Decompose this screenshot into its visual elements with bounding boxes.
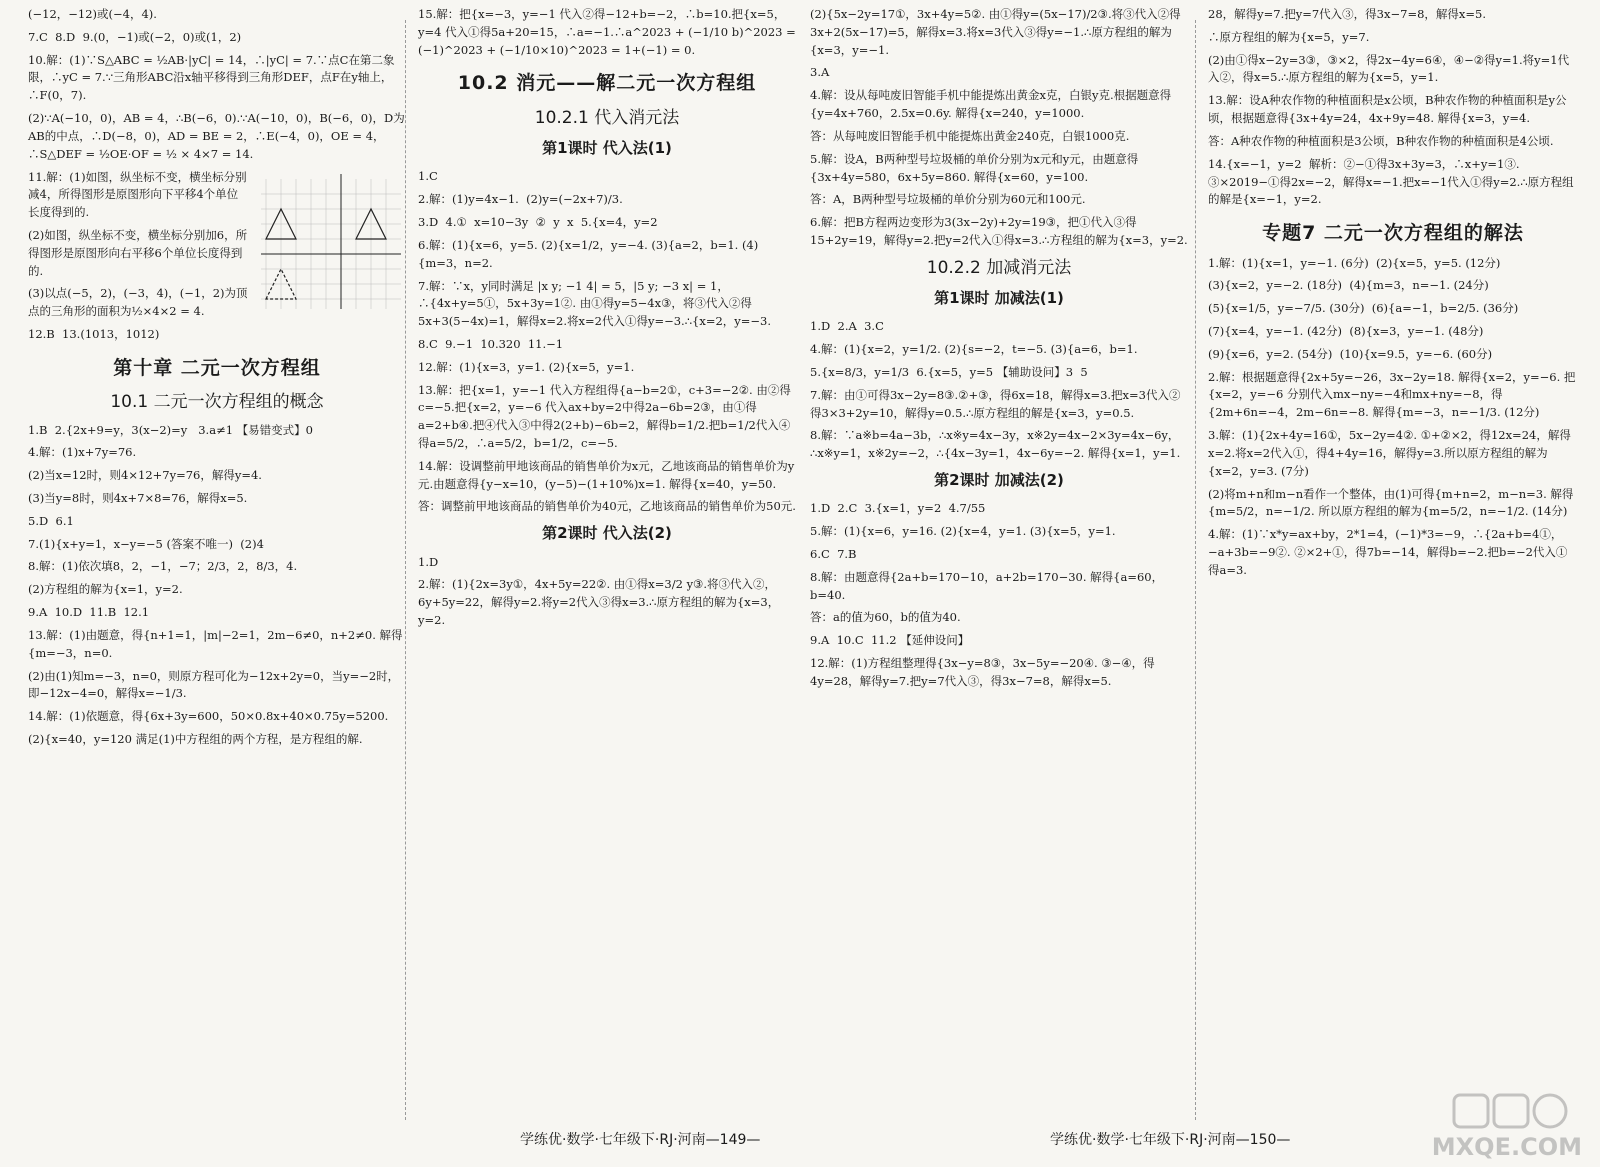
text-line: 7.解：由①可得3x−2y=8③.②+③，得6x=18，解得x=3.把x=3代入②得3×3+2y=10，解得y=0.5.∴原方程组的解是{x=3，y=0.5. [810, 387, 1181, 420]
text-line: 8.解：(1)依次填8，2，−1，−7；2/3，2，8/3，4. [28, 559, 298, 574]
subsection-title: 10.2.2 加减消元法 [926, 257, 1072, 278]
text-line: 8.C 9.−1 10.320 11.−1 [418, 336, 564, 351]
text-line: 答：A，B两种型号垃圾桶的单价分别为60元和100元. [810, 192, 1086, 207]
coordinate-grid-figure [256, 169, 406, 319]
text-line: 7.(1){x+y=1，x−y=−5 (答案不唯一) (2)4 [28, 536, 264, 551]
watermark-text: MXQE.COM [1431, 1133, 1582, 1161]
text-line: (3)当y=8时，则4x+7×8=76，解得x=5. [28, 491, 248, 506]
text-line: 12.B 13.(1013，1012) [28, 327, 160, 341]
column-divider [405, 20, 406, 1120]
text-line: (9){x=6，y=2. (54分) (10){x=9.5，y=−6. (60分) [1208, 346, 1493, 361]
text-line: 4.解：(1)x+7y=76. [28, 445, 137, 460]
text-line: 9.A 10.C 11.2 【延伸设问】 [810, 633, 970, 648]
column-1 [28, 6, 406, 1126]
watermark-logo-icon [1452, 1091, 1572, 1131]
column-4 [1208, 6, 1578, 1126]
text-line: ∴原方程组的解为{x=5，y=7. [1208, 29, 1370, 44]
page-footer: 学练优·数学·七年级下·RJ·河南—150— [1050, 1132, 1291, 1148]
subsection-title: 10.2.1 代入消元法 [534, 107, 680, 128]
right-page [800, 0, 1600, 1167]
text-line: 7.解：∵x，y同时满足 |x y; −1 4| = 5，|5 y; −3 x| = 1，∴{4x+y=5①，5x+3y=1②. 由①得y=5−4x③，将③代入②得5x+3(5−4x)=1，解得x=2.将x=2代入①得y=−3.∴{x=2，y=−3. [418, 278, 772, 329]
text-line: (2)将m+n和m−n看作一个整体，由(1)可得{m+n=2，m−n=3. 解得{m=5/2，n=−1/2. 所以原方程组的解为{m=5/2，n=−1/2. (14分) [1208, 486, 1574, 519]
text-line: 14.{x=−1，y=2 解析：②−①得3x+3y=3，∴x+y=1③. ③×2019−①得2x=−2，解得x=−1.把x=−1代入①得y=2.∴原方程组的解是{x=−1，y=2. [1208, 156, 1574, 207]
text-line: 9.A 10.D 11.B 12.1 [28, 605, 150, 620]
text-line: (3)以点(−5，2)，(−3，4)，(−1，2)为顶点的三角形的面积为½×4×2 = 4. [28, 286, 248, 319]
text-line: 10.解：(1)∵S△ABC = ½AB·|yC| = 14，∴|yC| = 7.∵点C在第二象限，∴yC = 7.∵三角形ABC沿x轴平移得到三角形DEF，点F在y轴上，∴F(0，7). [28, 52, 395, 103]
column-3 [810, 6, 1188, 1126]
text-line: 6.解：(1){x=6，y=5. (2){x=1/2，y=−4. (3){a=2，b=1. (4){m=3，n=2. [418, 237, 759, 270]
text-line: 12.解：(1){x=3，y=1. (2){x=5，y=1. [418, 359, 635, 374]
text-line: 12.解：(1)方程组整理得{3x−y=8③，3x−5y=−20④. ③−④，得4y=28，解得y=7.把y=7代入③，得3x−7=8，解得x=5. [810, 655, 1155, 688]
text-line: 1.D [418, 554, 439, 569]
text-line: (2){5x−2y=17①，3x+4y=5②. 由①得y=(5x−17)/2③.将③代入②得3x+2(5x−17)=5，解得x=3.将x=3代入③得y=−1.∴原方程组的解为{x=3，y=−1. [810, 7, 1181, 57]
text-line: 13.解：设A种农作物的种植面积是x公顷，B种农作物的种植面积是y公顷，根据题意得{3x+4y=24，4x+9y=48. 解得{x=3，y=4. [1208, 93, 1567, 126]
text-line: 7.C 8.D 9.(0，−1)或(−2，0)或(1，2) [28, 29, 242, 44]
text-line: (2)∵A(−10，0)，AB = 4，∴B(−6，0).∵A(−10，0)，B(−6，0)，D为AB的中点，∴D(−8，0)，AD = BE = 2，∴E(−4，0)，OE = 4，∴S△DEF = ½OE·OF = ½ × 4×7 = 14. [28, 111, 405, 161]
text-line: 8.解：∵a※b=4a−3b，∴x※y=4x−3y，x※2y=4x−2×3y=4x−6y，∴x※y=1，x※2y=−2，∴{4x−3y=1，4x−6y=−2. 解得{x=1，y=1. [810, 428, 1181, 461]
text-line: 13.解：(1)由题意，得{n+1=1，|m|−2=1，2m−6≠0，n+2≠0. 解得{m=−3，n=0. [28, 627, 403, 660]
text-line: 1.解：(1){x=1，y=−1. (6分) (2){x=5，y=5. (12分) [1208, 255, 1501, 270]
text-line: 14.解：(1)依题意，得{6x+3y=600，50×0.8x+40×0.75y=5200. [28, 709, 389, 724]
text-line: 答：A种农作物的种植面积是3公顷，B种农作物的种植面积是4公顷. [1208, 133, 1554, 148]
text-line: 3.A [810, 65, 830, 80]
text-line: 5.D 6.1 [28, 513, 74, 528]
text-line: 答：调整前甲地该商品的销售单价为40元，乙地该商品的销售单价为50元. [418, 499, 796, 514]
text-line: 28，解得y=7.把y=7代入③，得3x−7=8，解得x=5. [1208, 7, 1486, 21]
text-line: 1.C [418, 169, 438, 184]
column-2 [418, 6, 800, 1126]
lesson-title: 第2课时 代入法(2) [542, 524, 672, 543]
text-line: 1.D 2.A 3.C [810, 319, 884, 334]
text-line: 15.解：把{x=−3，y=−1 代入②得−12+b=−2，∴b=10.把{x=5，y=4 代入①得5a+20=15，∴a=−1.∴a^2023 + (−1/10 b)^2023 = (−1)^2023 + (−1/10×10)^2023 = 1+(−1) = 0. [418, 7, 800, 57]
text-line: (2)由①得x−2y=3③，③×2，得2x−4y=6④，④−②得y=1.将y=1代入②，得x=5.∴原方程组的解为{x=5，y=1. [1208, 52, 1570, 85]
text-line: 2.解：根据题意得{2x+5y=−26，3x−2y=18. 解得{x=2，y=−6. 把{x=2，y=−6 分别代入mx−ny=−4和mx+ny=−8，得{2m+6n=−4，2m−6n=−8. 解得{m=−3，n=−1/3. (12分) [1208, 369, 1576, 420]
text-line: 5.解：设A，B两种型号垃圾桶的单价分别为x元和y元，由题意得{3x+4y=580，6x+5y=860. 解得{x=60，y=100. [810, 151, 1139, 184]
text-line: 13.解：把{x=1，y=−1 代入方程组得{a−b=2①，c+3=−2②. 由②得c=−5.把{x=2，y=−6 代入ax+by=2中得2a−6b=2③，由①得a=2+b④.把④代入③中得2(2+b)−6b=2，解得b=1/2.把b=1/2代入④得a=5/2，∴a=5/2，b=1/2，c=−5. [418, 382, 791, 451]
text-line: (2)如图，纵坐标不变，横坐标分别加6，所得图形是原图形向右平移6个单位长度得到的. [28, 227, 248, 278]
text-line: (2)由(1)知m=−3，n=0，则原方程可化为−12x+2y=0，当y=−2时，即−12x−4=0，解得x=−1/3. [28, 668, 400, 701]
page-footer: 学练优·数学·七年级下·RJ·河南—149— [520, 1132, 761, 1148]
text-line: (3){x=2，y=−2. (18分) (4){m=3，n=−1. (24分) [1208, 278, 1489, 293]
topic-title: 专题7 二元一次方程组的解法 [1262, 222, 1524, 245]
text-line: 2.解：(1)y=4x−1. (2)y=(−2x+7)/3. [418, 192, 623, 207]
text-line: 2.解：(1){2x=3y①，4x+5y=22②. 由①得x=3/2 y③.将③代入②，6y+5y=22，解得y=2.将y=2代入③得x=3.∴原方程组的解为{x=3，y=2. [418, 577, 780, 627]
lesson-title: 第1课时 加减法(1) [934, 289, 1064, 308]
text-line: (−12，−12)或(−4，4). [28, 7, 157, 21]
column-divider [1195, 20, 1196, 1120]
text-line: (2)当x=12时，则4×12+7y=76，解得y=4. [28, 468, 262, 483]
text-line: 5.{x=8/3，y=1/3 6.{x=5，y=5 【辅助设问】3 5 [810, 364, 1088, 379]
text-line: 14.解：设调整前甲地该商品的销售单价为x元，乙地该商品的销售单价为y元.由题意得{y−x=10，(y−5)−(1+10%)x=1. 解得{x=40，y=50. [418, 458, 795, 491]
watermark [1382, 1091, 1582, 1161]
text-line: 3.解：(1){2x+4y=16①，5x−2y=4②. ①+②×2，得12x=24，解得x=2.将x=2代入①，得4+4y=16，解得y=3.所以原方程组的解为{x=2，y=3. (7分) [1208, 428, 1571, 478]
text-line: 4.解：(1)∵x*y=ax+by，2*1=4，(−1)*3=−9，∴{2a+b=4①，−a+3b=−9②. ②×2+①，得7b=−14，解得b=−2.把b=−2代入①得a=3. [1208, 527, 1568, 577]
text-line: 5.解：(1){x=6，y=16. (2){x=4，y=1. (3){x=5，y=1. [810, 524, 1116, 539]
section-title: 10.1 二元一次方程组的概念 [110, 392, 324, 413]
text-line: 1.D 2.C 3.{x=1，y=2 4.7/55 [810, 501, 986, 516]
text-line: 答：从每吨废旧智能手机中能提炼出黄金240克，白银1000克. [810, 128, 1130, 143]
text-line: (2)方程组的解为{x=1，y=2. [28, 582, 183, 597]
text-line: 4.解：设从每吨废旧智能手机中能提炼出黄金x克，白银y克.根据题意得{y=4x+760，2.5x=0.6y. 解得{x=240，y=1000. [810, 88, 1172, 121]
text-line: (7){x=4，y=−1. (42分) (8){x=3，y=−1. (48分) [1208, 324, 1484, 338]
text-line: (5){x=1/5，y=−7/5. (30分) (6){a=−1，b=2/5. (36分) [1208, 301, 1519, 316]
text-line: 11.解：(1)如图，纵坐标不变，横坐标分别减4，所得图形是原图形向下平移4个单位长度得到的. [28, 169, 247, 220]
text-line: 3.D 4.① x=10−3y ② y x 5.{x=4，y=2 [418, 215, 658, 230]
chapter-title: 第十章 二元一次方程组 [113, 356, 321, 379]
text-line: 1.B 2.{2x+9=y，3(x−2)=y 3.a≠1 【易错变式】0 [28, 422, 313, 437]
lesson-title: 第2课时 加减法(2) [934, 471, 1064, 490]
text-line: 6.C 7.B [810, 546, 857, 561]
text-line: 6.解：把B方程两边变形为3(3x−2y)+2y=19③，把①代入③得15+2y=19，解得y=2.把y=2代入①得x=3.∴方程组的解为{x=3，y=2. [810, 215, 1188, 247]
text-line: 8.解：由题意得{2a+b=170−10，a+2b=170−30. 解得{a=60，b=40. [810, 569, 1164, 602]
section-title: 10.2 消元——解二元一次方程组 [457, 72, 757, 95]
text-line: 4.解：(1){x=2，y=1/2. (2){s=−2，t=−5. (3){a=6，b=1. [810, 342, 1138, 357]
lesson-title: 第1课时 代入法(1) [542, 139, 672, 158]
text-line: (2){x=40，y=120 满足(1)中方程组的两个方程，是方程组的解. [28, 731, 363, 746]
text-line: 答：a的值为60，b的值为40. [810, 610, 961, 625]
